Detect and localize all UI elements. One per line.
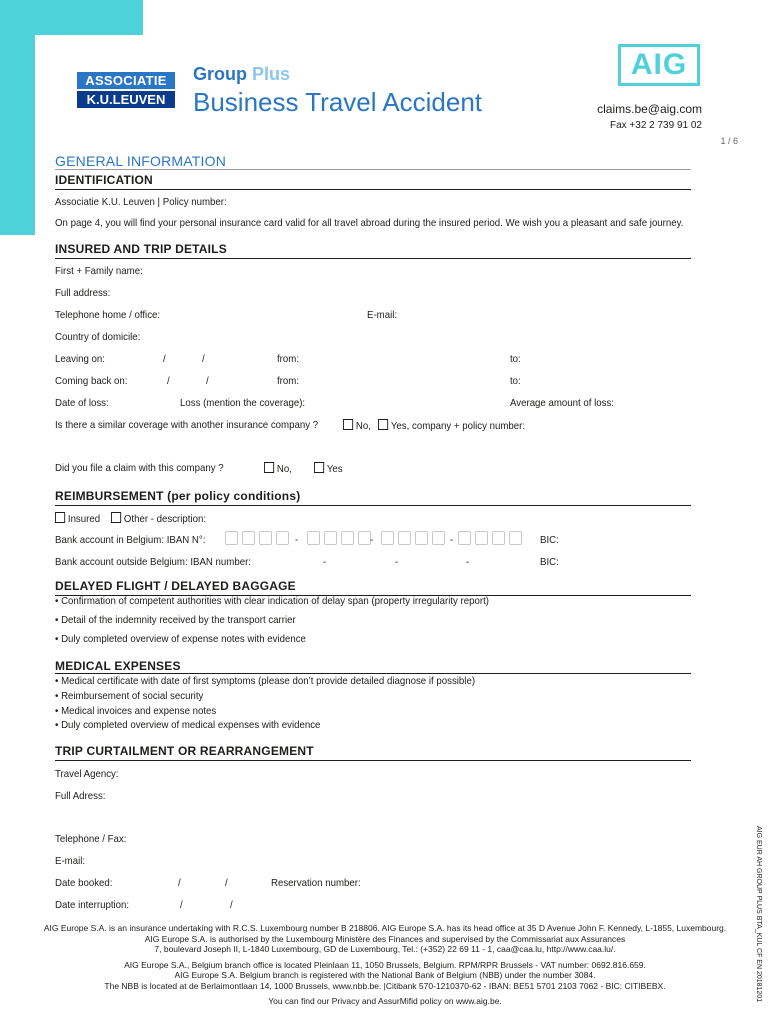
checkbox[interactable]: [378, 419, 388, 430]
list-item: • Duly completed overview of medical expenses with evidence: [55, 719, 321, 731]
footer-line: AIG Europe S.A. Belgium branch is registered with the National Bank of Belgium (NBB) under the number 3084.: [174, 970, 596, 980]
checkbox-label: No,: [355, 420, 371, 432]
claim-filed-question: Did you file a claim with this company ?: [55, 462, 224, 474]
reimburse-insured-option[interactable]: [55, 512, 100, 525]
agency-address-field[interactable]: Full Adress:: [55, 790, 106, 802]
logo-line-1: ASSOCIATIE: [77, 72, 175, 89]
medical-title: MEDICAL EXPENSES: [55, 659, 181, 673]
footer-line: 7, boulevard Joseph II, L-1840 Luxembourg, GD de Luxembourg, Tel.: (+352) 22 69 11 - 1, caa@caa.lu, http://www.caa.lu/.: [154, 944, 616, 954]
iban-char-box[interactable]: [259, 531, 272, 545]
similar-coverage-yes[interactable]: [378, 419, 525, 432]
address-field[interactable]: Full address:: [55, 287, 111, 299]
return-from-field[interactable]: from:: [277, 375, 300, 387]
date-separator: /: [180, 899, 183, 911]
footer-line: AIG Europe S.A. is an insurance undertaking with R.C.S. Luxembourg number B 218806. AIG Europe S.A. has its head office at 35 D Avenue John F. Kennedy, L-1855, Luxembourg.: [43, 923, 727, 933]
date-separator: /: [206, 375, 209, 387]
date-booked-field[interactable]: Date booked:: [55, 877, 113, 889]
product-group: [193, 64, 290, 85]
checkbox[interactable]: [55, 512, 65, 523]
footer-line: AIG Europe S.A. is authorised by the Luxembourg Ministère des Finances and supervised by the Commissariat aux Assurances: [144, 933, 626, 944]
divider: [55, 673, 691, 674]
document-title: Business Travel Accident: [193, 87, 483, 117]
telephone-field[interactable]: Telephone home / office:: [55, 309, 161, 321]
list-item: • Reimbursement of social security: [55, 690, 204, 702]
average-loss-field[interactable]: Average amount of loss:: [510, 397, 615, 409]
checkbox-label: Other - description:: [123, 513, 207, 525]
fax-number: Fax +32 2 739 91 02: [609, 120, 702, 131]
checkbox-label: Yes, company + policy number:: [390, 420, 526, 432]
date-of-loss-field[interactable]: Date of loss:: [55, 397, 109, 409]
title-word-plus: Plus: [252, 64, 291, 84]
checkbox[interactable]: [314, 462, 324, 473]
iban-char-box[interactable]: [415, 531, 428, 545]
policy-number-field[interactable]: Associatie K.U. Leuven | Policy number:: [55, 196, 227, 208]
similar-coverage-no[interactable]: [343, 419, 371, 432]
bic-belgium-field[interactable]: BIC:: [540, 534, 559, 546]
claim-filed-no[interactable]: [264, 462, 292, 475]
name-field[interactable]: First + Family name:: [55, 265, 143, 277]
iban-char-box[interactable]: [307, 531, 320, 545]
iban-char-box[interactable]: [458, 531, 471, 545]
list-item: • Confirmation of competent authorities with clear indication of delay span (property irregularity report): [55, 595, 489, 607]
list-item: • Medical certificate with date of first symptoms (please don’t provide detailed diagnose if possible): [55, 675, 476, 687]
iban-char-box[interactable]: [242, 531, 255, 545]
return-to-field[interactable]: to:: [510, 375, 521, 387]
checkbox-label: No,: [276, 463, 292, 475]
reimbursement-title: REIMBURSEMENT (per policy conditions): [55, 489, 301, 503]
date-separator: /: [225, 877, 228, 889]
iban-char-box[interactable]: [475, 531, 488, 545]
iban-foreign-field[interactable]: Bank account outside Belgium: IBAN number:: [55, 556, 251, 568]
date-separator: /: [178, 877, 181, 889]
divider: [55, 189, 691, 190]
footer-line: The NBB is located at de Berlaimontlaan 14, 1000 Brussels, www.nbb.be. |Citibank 570-1210370-62 - IBAN: BE51 5701 2103 7062 - BIC: CITIBEBX.: [104, 980, 666, 991]
divider: [55, 258, 691, 259]
bic-foreign-field[interactable]: BIC:: [540, 556, 559, 568]
logo-line-2: K.U.LEUVEN: [77, 91, 175, 108]
iban-dash: -: [395, 556, 399, 568]
aig-logo: AIG: [618, 44, 700, 86]
date-separator: /: [230, 899, 233, 911]
checkbox[interactable]: [264, 462, 274, 473]
travel-agency-field[interactable]: Travel Agency:: [55, 768, 119, 780]
iban-char-box[interactable]: [341, 531, 354, 545]
divider: [55, 505, 691, 506]
iban-char-box[interactable]: [492, 531, 505, 545]
date-separator: /: [163, 353, 166, 365]
form-code: AIG EUR AH GROUP PLUS BTA_KUL CF EN 20181201: [755, 826, 762, 1003]
iban-char-box[interactable]: [509, 531, 522, 545]
footer-line: AIG Europe S.A., Belgium branch office is located Pleinlaan 11, 1050 Brussels, Belgium. RPM/RPR Brussels - VAT number: 0692.816.659.: [124, 959, 646, 970]
divider: [55, 169, 691, 170]
checkbox[interactable]: [111, 512, 121, 523]
leaving-date-field[interactable]: Leaving on:: [55, 353, 105, 365]
list-item: • Detail of the indemnity received by the transport carrier: [55, 614, 296, 626]
legal-footer: [0, 923, 770, 1007]
reimburse-other-option[interactable]: [111, 512, 206, 525]
country-field[interactable]: Country of domicile:: [55, 331, 141, 343]
iban-dash: -: [466, 556, 470, 568]
iban-dash: -: [323, 556, 327, 568]
iban-dash: -: [450, 534, 454, 546]
leaving-to-field[interactable]: to:: [510, 353, 521, 365]
iban-char-box[interactable]: [324, 531, 337, 545]
insured-trip-title: INSURED AND TRIP DETAILS: [55, 242, 227, 256]
email-field[interactable]: E-mail:: [367, 309, 398, 321]
agency-telephone-field[interactable]: Telephone / Fax:: [55, 833, 127, 845]
list-item: • Medical invoices and expense notes: [55, 705, 217, 717]
delayed-title: DELAYED FLIGHT / DELAYED BAGGAGE: [55, 579, 296, 593]
date-separator: /: [167, 375, 170, 387]
page-number: 1 / 6: [720, 136, 738, 146]
checkbox-label: Insured: [67, 513, 101, 525]
general-information-heading: GENERAL INFORMATION: [55, 153, 227, 169]
reservation-number-field[interactable]: Reservation number:: [271, 877, 361, 889]
identification-title: IDENTIFICATION: [55, 173, 153, 187]
date-separator: /: [202, 353, 205, 365]
iban-char-box[interactable]: [225, 531, 238, 545]
iban-char-box[interactable]: [381, 531, 394, 545]
claim-filed-yes[interactable]: [314, 462, 343, 475]
corner-decoration: [0, 35, 35, 235]
insurance-card-note: On page 4, you will find your personal insurance card valid for all travel abroad during the insured period. We wish you a pleasant and safe journey.: [55, 217, 684, 229]
agency-email-field[interactable]: E-mail:: [55, 855, 86, 867]
iban-char-box[interactable]: [398, 531, 411, 545]
date-interruption-field[interactable]: Date interruption:: [55, 899, 130, 911]
iban-belgium-label: Bank account in Belgium: IBAN N°:: [55, 534, 206, 546]
title-word-group: Group: [193, 64, 247, 84]
return-date-field[interactable]: Coming back on:: [55, 375, 128, 387]
checkbox[interactable]: [343, 419, 353, 430]
checkbox-label: Yes: [326, 463, 343, 475]
similar-coverage-question: Is there a similar coverage with another insurance company ?: [55, 419, 319, 431]
divider: [55, 760, 691, 761]
trip-title: TRIP CURTAILMENT OR REARRANGEMENT: [55, 744, 314, 758]
iban-dash: -: [295, 534, 299, 546]
loss-coverage-field[interactable]: Loss (mention the coverage):: [180, 397, 306, 409]
kuleuven-logo: [77, 72, 175, 108]
claims-email[interactable]: claims.be@aig.com: [597, 102, 702, 116]
iban-char-box[interactable]: [432, 531, 445, 545]
iban-char-box[interactable]: [276, 531, 289, 545]
leaving-from-field[interactable]: from:: [277, 353, 300, 365]
footer-line: You can find our Privacy and AssurMifid policy on www.aig.be.: [268, 996, 502, 1006]
corner-decoration: [0, 0, 143, 35]
iban-dash: -: [370, 534, 374, 546]
list-item: • Duly completed overview of expense notes with evidence: [55, 633, 306, 645]
